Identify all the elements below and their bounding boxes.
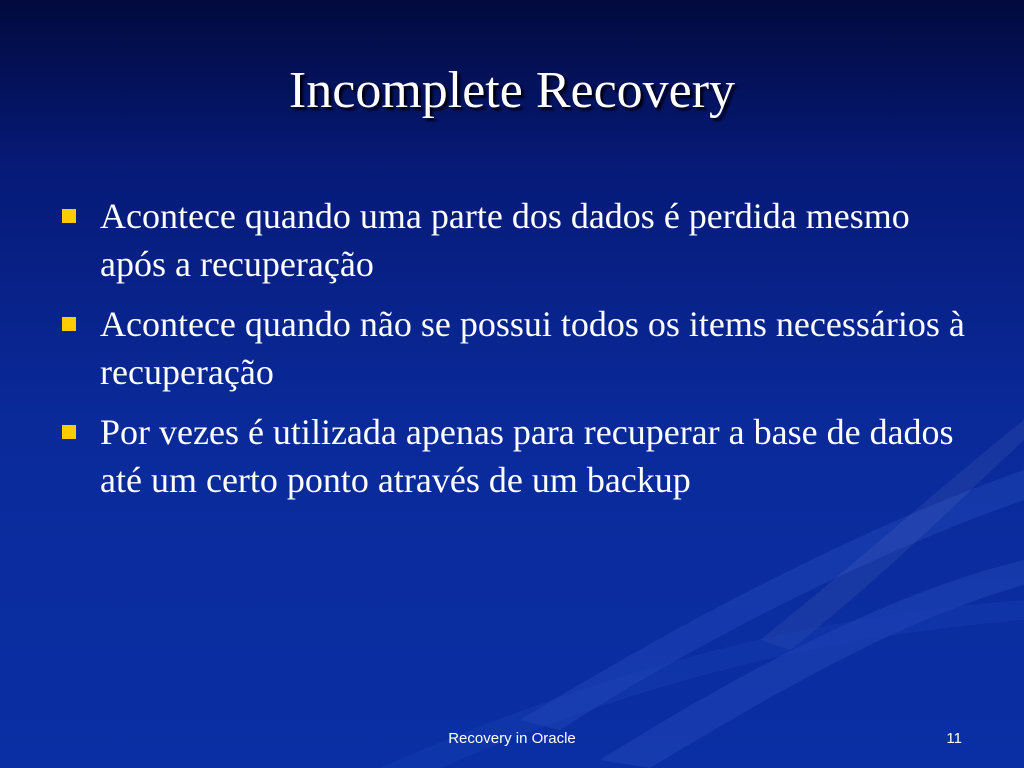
bullet-list — [62, 192, 972, 516]
page-number: 11 — [946, 730, 962, 747]
square-bullet-icon — [62, 209, 76, 223]
slide-footer: Recovery in Oracle — [448, 730, 576, 747]
bullet-item — [62, 408, 972, 504]
square-bullet-icon — [62, 425, 76, 439]
bullet-text: Acontece quando uma parte dos dados é perdida mesmo após a recuperação — [100, 196, 910, 284]
bullet-item — [62, 192, 972, 288]
bullet-item — [62, 300, 972, 396]
square-bullet-icon — [62, 317, 76, 331]
bullet-text: Por vezes é utilizada apenas para recuperar a base de dados até um certo ponto através de um backup — [100, 412, 954, 500]
bullet-text: Acontece quando não se possui todos os items necessários à recuperação — [100, 304, 965, 392]
slide-title: Incomplete Recovery — [288, 62, 736, 119]
